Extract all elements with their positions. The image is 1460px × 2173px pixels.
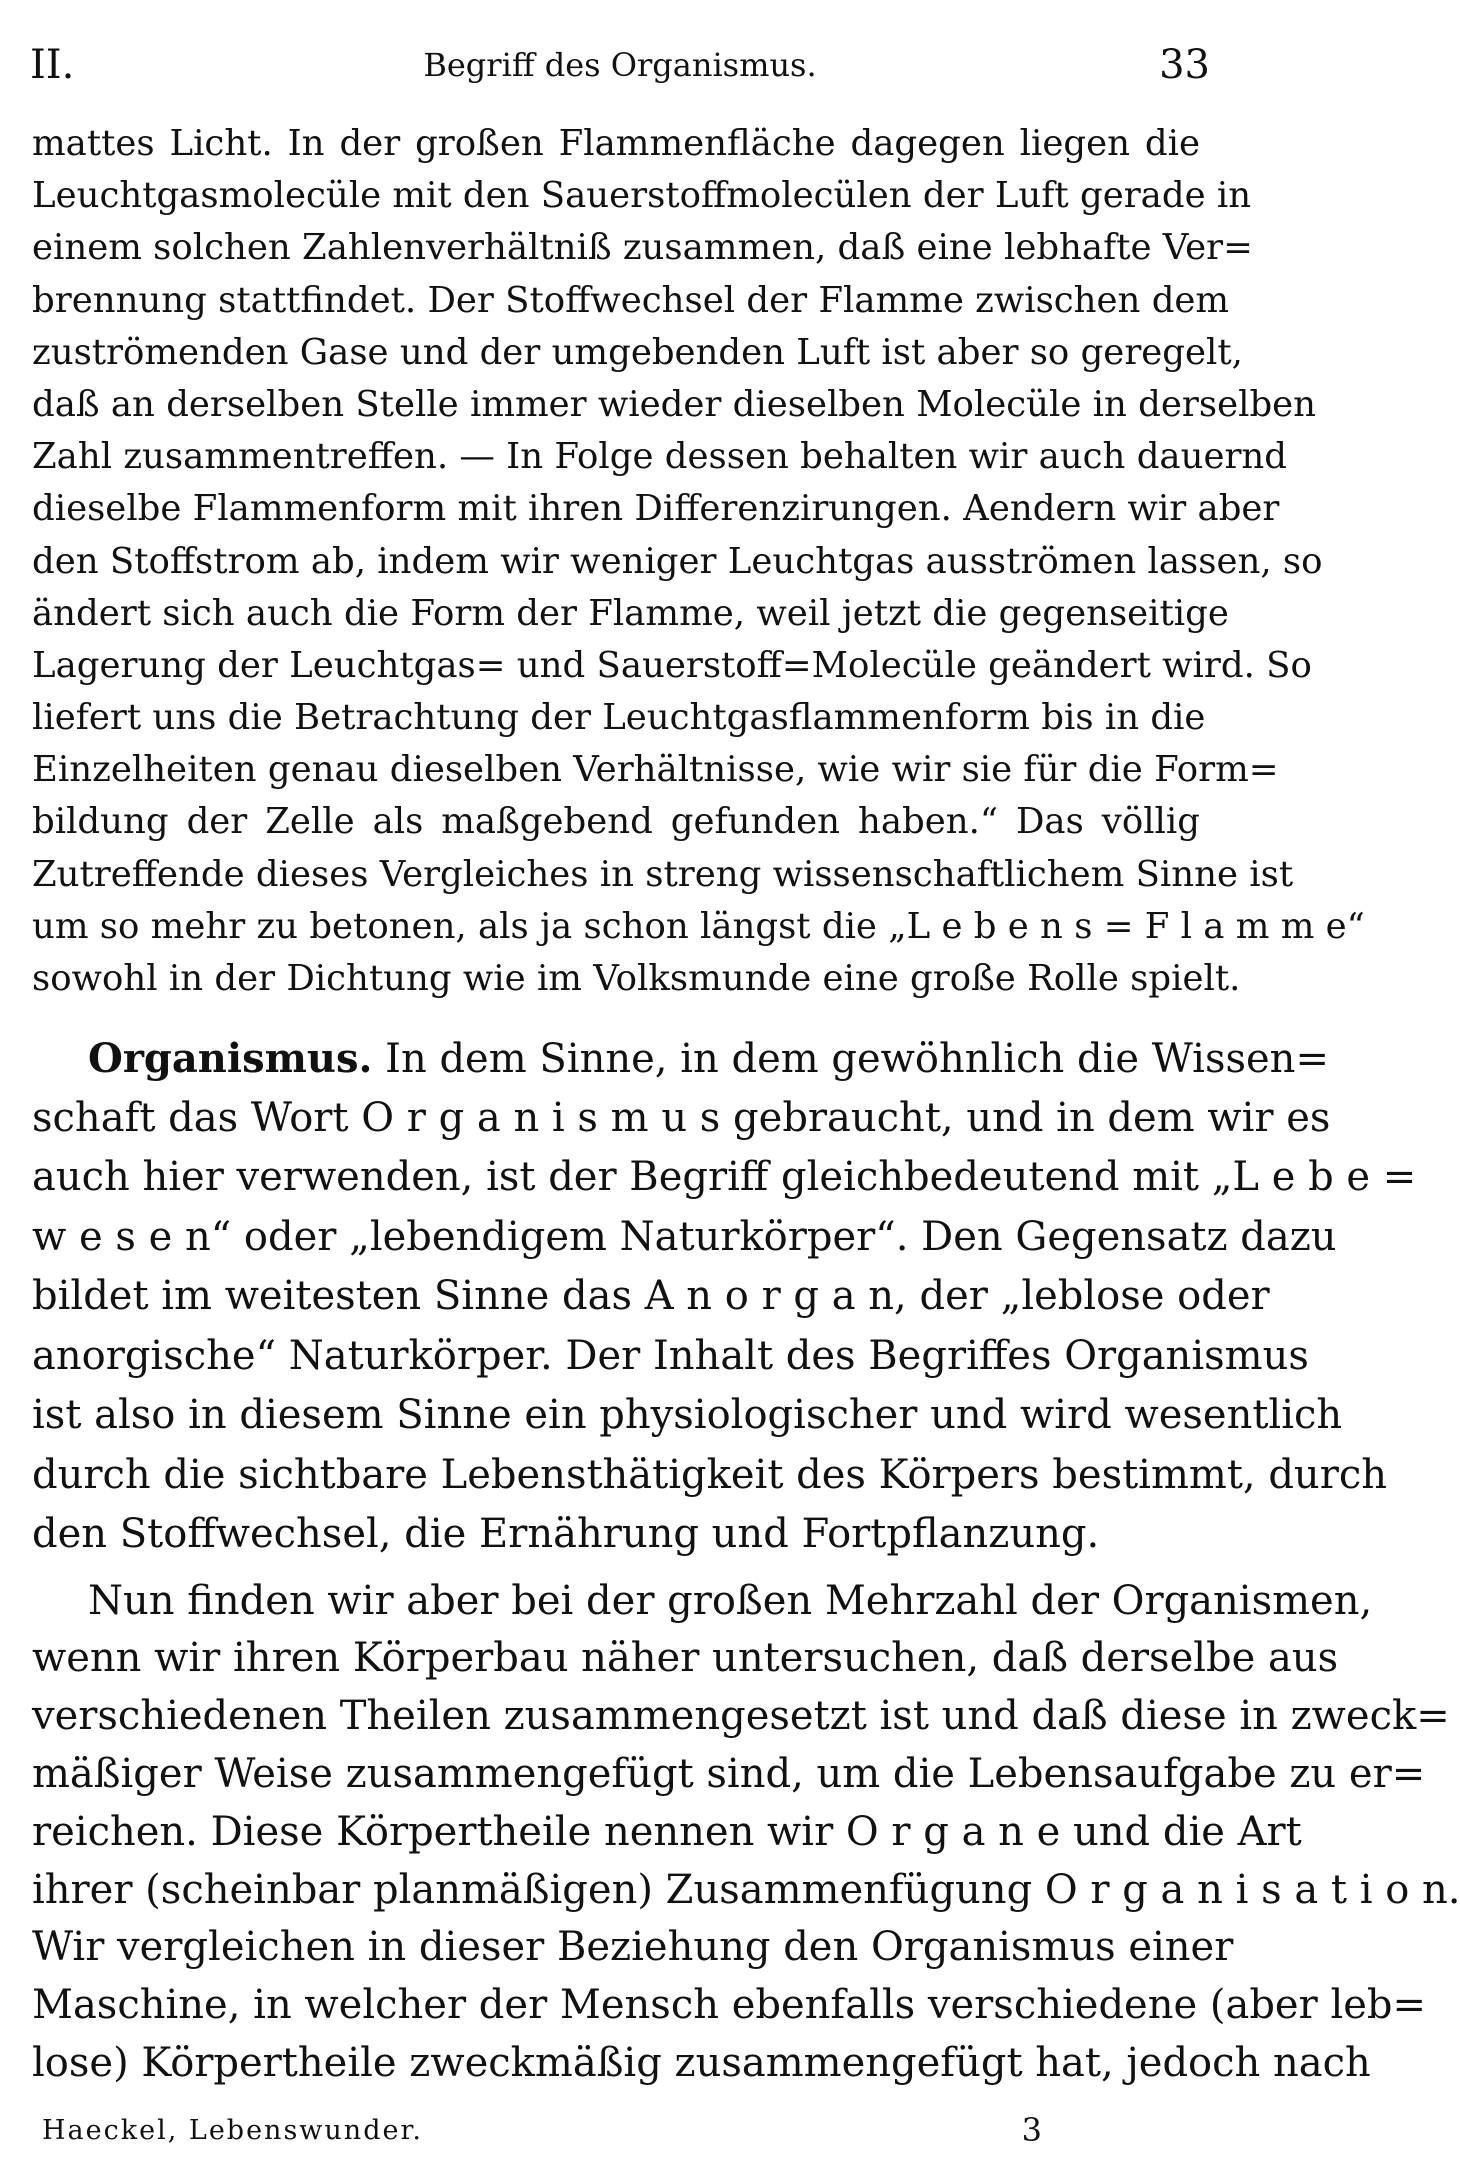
text-line: auch hier verwenden, ist der Begriff gleichbedeutend mit „L e b e = <box>32 1154 1417 1201</box>
paragraph-flame <box>32 118 1365 1005</box>
text-line: um so mehr zu betonen, als ja schon längst die „L e b e n s = F l a m m e“ <box>32 905 1365 947</box>
text-line: ändert sich auch die Form der Flamme, weil jetzt die gegenseitige <box>32 592 1229 634</box>
paragraph-organe <box>32 1573 1460 2093</box>
text-line: ihrer (scheinbar planmäßigen) Zusammenfügung O r g a n i s a t i o n. <box>32 1866 1460 1913</box>
sheet-number: 3 <box>1021 2111 1042 2149</box>
page-number: 33 <box>1159 42 1210 88</box>
text-line: Zahl zusammentreffen. — In Folge dessen behalten wir auch dauernd <box>32 436 1288 478</box>
chapter-number: II. <box>30 42 75 88</box>
text-line: Einzelheiten genau dieselben Verhältnisse, wie wir sie für die Form= <box>32 749 1279 791</box>
text-line: Maschine, in welcher der Mensch ebenfalls verschiedene (aber leb= <box>32 1982 1427 2029</box>
text-line: bildet im weitesten Sinne das A n o r g a n, der „leblose oder <box>32 1273 1270 1320</box>
text-line: einem solchen Zahlenverhältniß zusammen, daß eine lebhafte Ver= <box>32 227 1253 269</box>
text-line: bildung der Zelle als maßgebend gefunden haben.“ Das völlig <box>32 801 1200 843</box>
text-line: Lagerung der Leuchtgas= und Sauerstoff=Molecüle geändert wird. So <box>32 644 1312 686</box>
paragraph-organismus <box>32 1029 1417 1565</box>
text-line: den Stoffwechsel, die Ernährung und Fortpflanzung. <box>32 1511 1100 1558</box>
running-title: Begriff des Organismus. <box>423 46 817 84</box>
signature-line <box>42 2111 1042 2155</box>
page-body <box>32 118 1460 2093</box>
text-line: Zutreffende dieses Vergleiches in streng wissenschaftlichem Sinne ist <box>32 853 1294 895</box>
text-line: lose) Körpertheile zweckmäßig zusammengefügt hat, jedoch nach <box>32 2040 1371 2087</box>
running-header <box>30 42 1210 102</box>
text-line: ist also in diesem Sinne ein physiologischer und wird wesentlich <box>32 1392 1343 1439</box>
text-line: den Stoffstrom ab, indem wir weniger Leuchtgas ausströmen lassen, so <box>32 540 1323 582</box>
text-line: sowohl in der Dichtung wie im Volksmunde eine große Rolle spielt. <box>32 958 1241 999</box>
text-line: reichen. Diese Körpertheile nennen wir O r g a n e und die Art <box>32 1808 1302 1855</box>
text-run: In dem Sinne, in dem gewöhnlich die Wissen= <box>385 1036 1329 1083</box>
text-line <box>32 1029 1329 1089</box>
text-line: mattes Licht. In der großen Flammenfläche dagegen liegen die <box>32 123 1200 164</box>
section-heading: Organismus. <box>88 1035 373 1083</box>
signature-mark: Haeckel, Lebenswunder. <box>42 2115 423 2146</box>
text-line: verschiedenen Theilen zusammengesetzt ist und daß diese in zweck= <box>32 1693 1450 1740</box>
text-line: brennung stattfindet. Der Stoffwechsel der Flamme zwischen dem <box>32 279 1230 321</box>
text-line: anorgische“ Naturkörper. Der Inhalt des Begriffes Organismus <box>32 1332 1309 1379</box>
text-line: daß an derselben Stelle immer wieder dieselben Molecüle in derselben <box>32 383 1317 425</box>
text-line: mäßiger Weise zusammengefügt sind, um die Lebensaufgabe zu er= <box>32 1751 1426 1798</box>
text-line: dieselbe Flammenform mit ihren Differenzirungen. Aendern wir aber <box>32 488 1280 530</box>
text-line: liefert uns die Betrachtung der Leuchtgasflammenform bis in die <box>32 697 1206 739</box>
text-line: Leuchtgasmolecüle mit den Sauerstoffmolecülen der Luft gerade in <box>32 175 1252 217</box>
text-line: zuströmenden Gase und der umgebenden Luft ist aber so geregelt, <box>32 331 1243 373</box>
text-line: Nun finden wir aber bei der großen Mehrzahl der Organismen, <box>88 1577 1373 1624</box>
text-line: schaft das Wort O r g a n i s m u s gebraucht, und in dem wir es <box>32 1094 1331 1141</box>
text-line: Wir vergleichen in dieser Beziehung den Organismus einer <box>32 1924 1234 1971</box>
text-line: wenn wir ihren Körperbau näher untersuchen, daß derselbe aus <box>32 1635 1339 1682</box>
text-line: durch die sichtbare Lebensthätigkeit des Körpers bestimmt, durch <box>32 1451 1387 1498</box>
text-line: w e s e n“ oder „lebendigem Naturkörper“. Den Gegensatz dazu <box>32 1213 1337 1260</box>
